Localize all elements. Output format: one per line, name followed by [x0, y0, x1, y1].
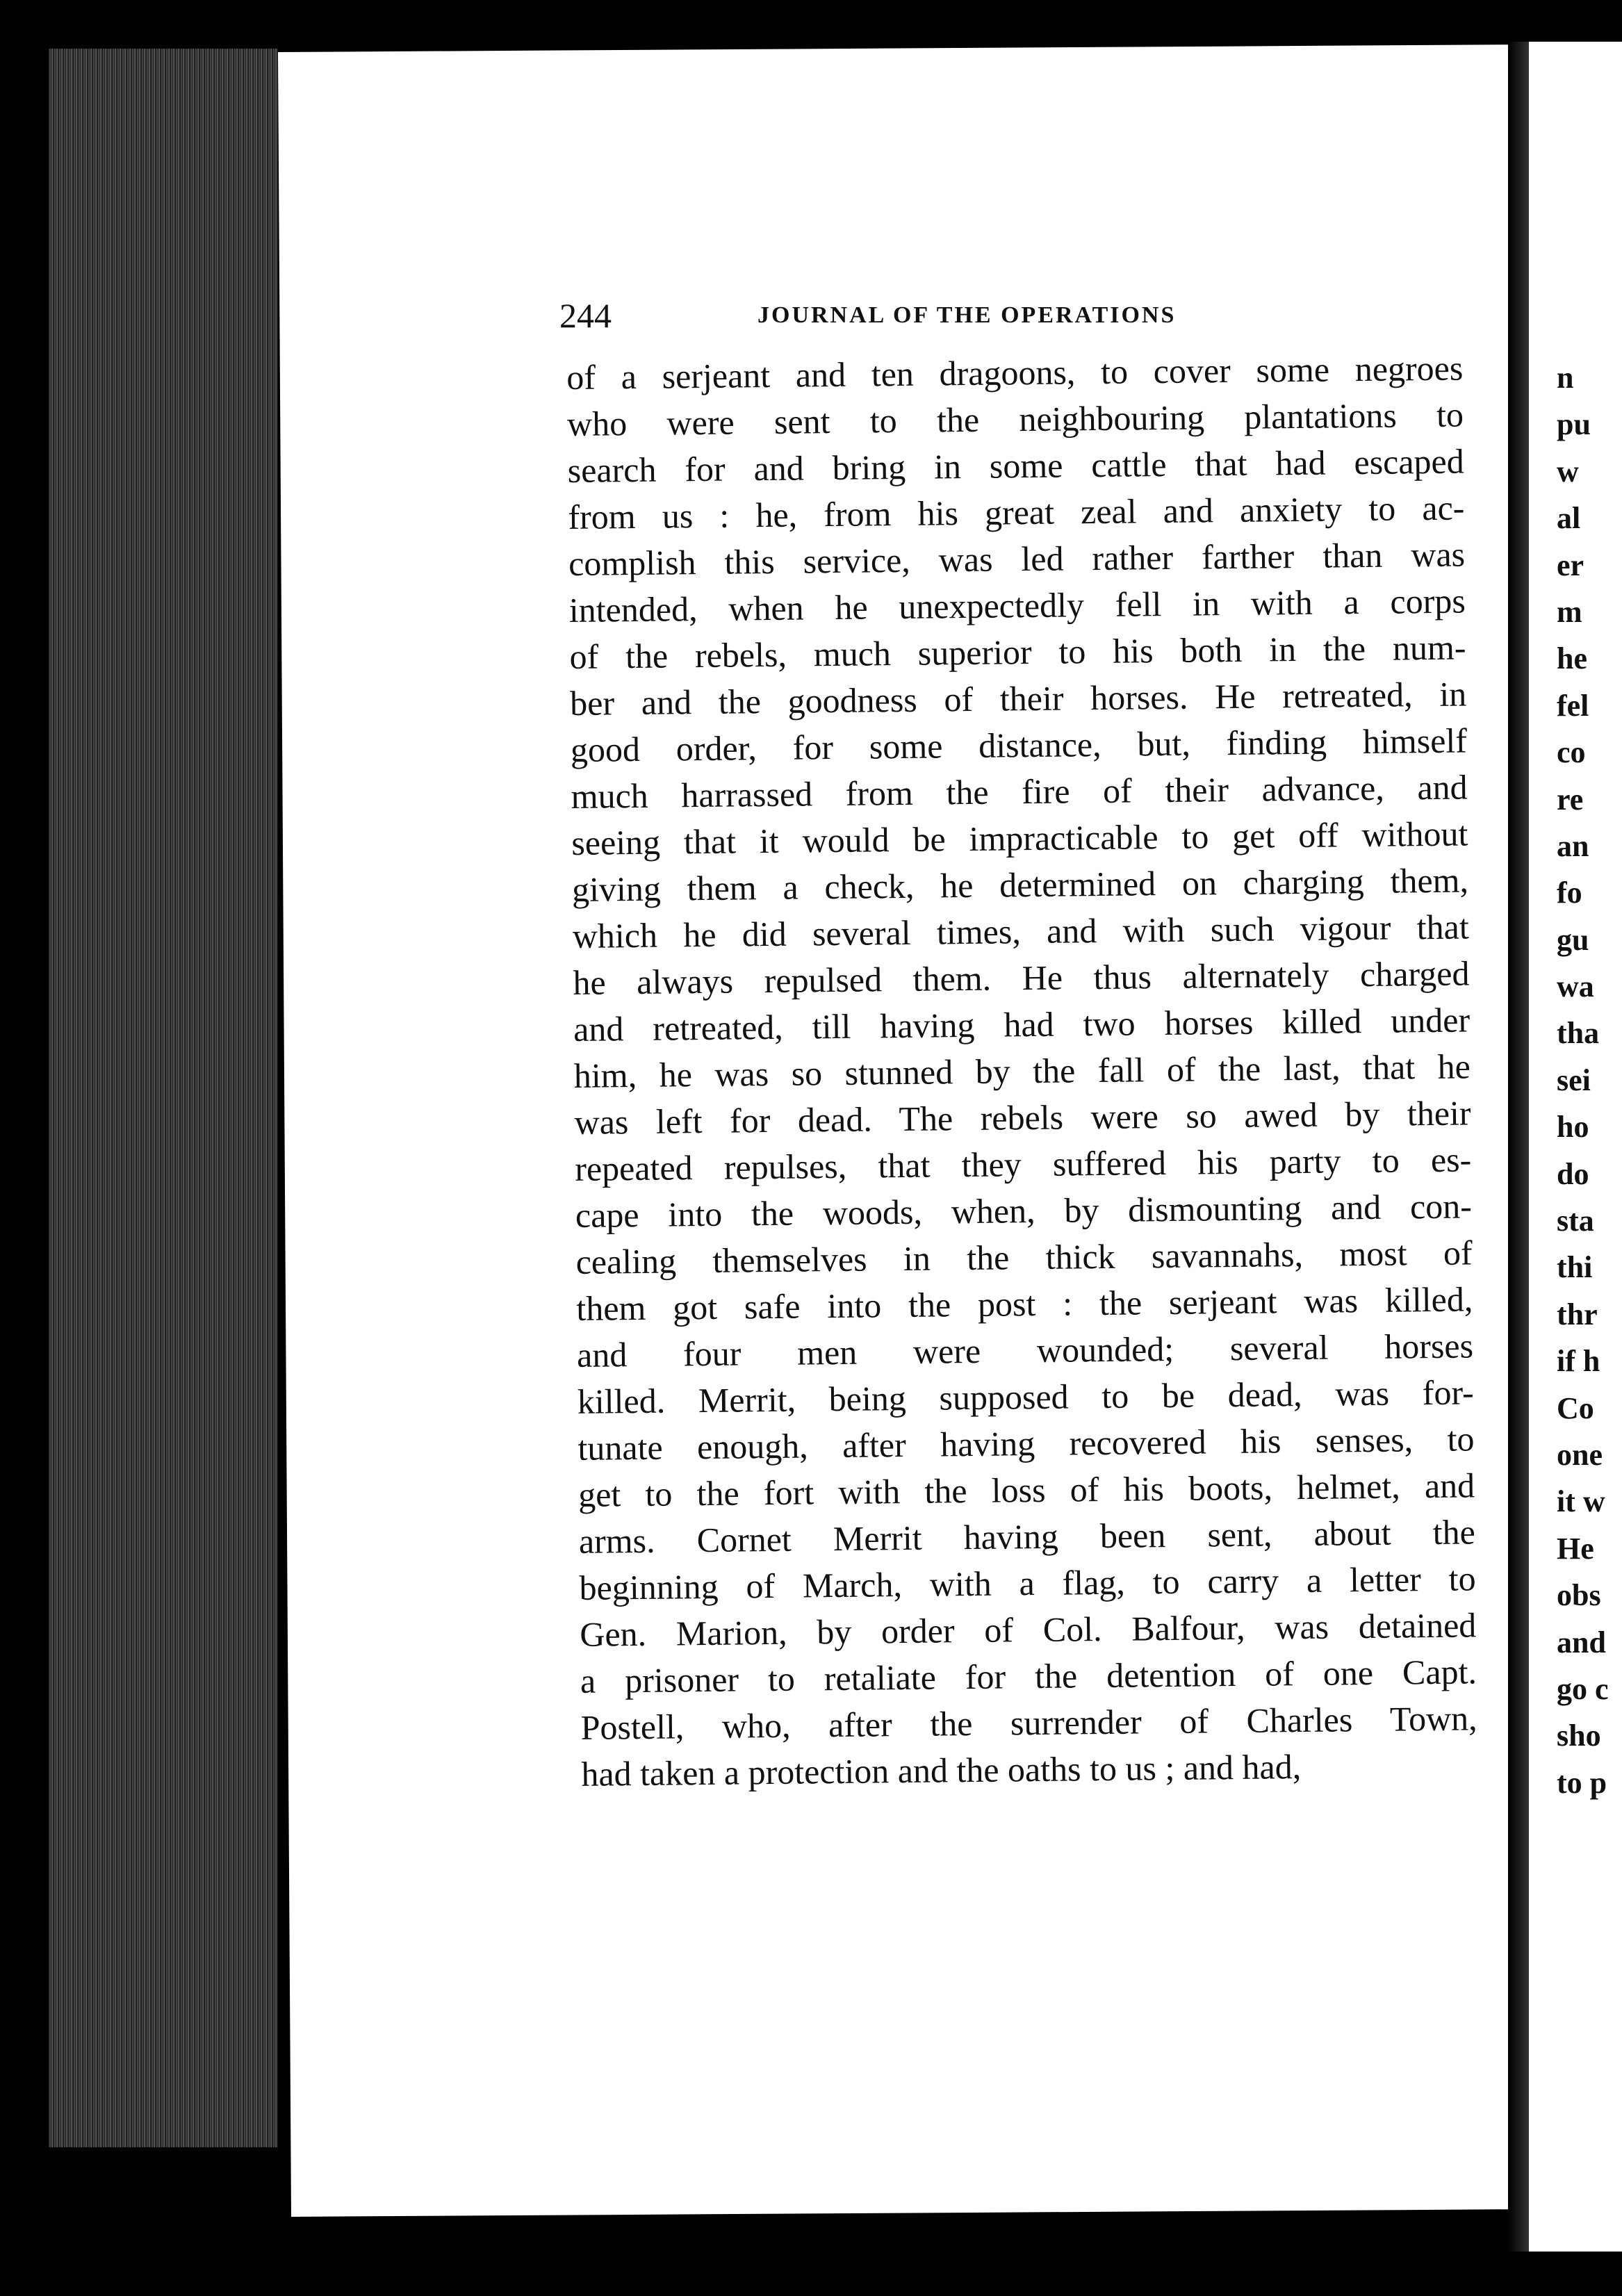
facing-page-fragment: go c [1557, 1671, 1609, 1706]
text-line: Gen. Marion, by order of Col. Balfour, was detained [579, 1605, 1477, 1654]
text-line: was left for dead. The rebels were so awed by their [574, 1093, 1471, 1142]
text-line: cape into the woods, when, by dismounting and con- [575, 1186, 1473, 1235]
facing-page-fragment: an [1557, 828, 1589, 863]
facing-page-fragment: do [1557, 1156, 1589, 1191]
facing-page-fragment: ho [1557, 1110, 1589, 1145]
text-line: which he did several times, and with such vigour that [572, 907, 1469, 956]
text-line: had taken a protection and the oaths to us ; and had, [581, 1747, 1302, 1794]
facing-page-fragment: sta [1557, 1204, 1594, 1238]
facing-page-fragment: if h [1557, 1344, 1600, 1379]
text-line: complish this service, was led rather farther than was [568, 534, 1466, 583]
text-line: of a serjeant and ten dragoons, to cover some negroes [566, 348, 1464, 397]
text-line: seeing that it would be impracticable to get off without [571, 814, 1468, 862]
page-number: 244 [559, 296, 612, 335]
facing-page-fragment: gu [1557, 922, 1589, 957]
text-line: beginning of March, with a flag, to carry a letter to [579, 1559, 1476, 1607]
running-head-title: JOURNAL OF THE OPERATIONS [757, 302, 1177, 328]
book-page-edges [49, 49, 278, 2147]
text-line: from us : he, from his great zeal and anxiety to ac- [568, 488, 1465, 536]
facing-page-fragment: fo [1557, 876, 1582, 910]
text-line: arms. Cornet Merrit having been sent, about the [578, 1512, 1476, 1561]
facing-page-fragment: it w [1557, 1484, 1605, 1519]
text-line: and retreated, till having had two horses killed under [573, 1000, 1471, 1049]
facing-page-fragment: to p [1557, 1765, 1607, 1800]
text-line: of the rebels, much superior to his both in the num- [569, 628, 1466, 676]
text-line: good order, for some distance, but, finding himself [570, 721, 1468, 769]
text-line: them got safe into the post : the serjeant was killed, [576, 1279, 1473, 1328]
text-line: killed. Merrit, being supposed to be dead, was for- [577, 1372, 1475, 1421]
facing-page-fragment: al [1557, 501, 1581, 536]
facing-page-fragment: re [1557, 782, 1584, 817]
text-line: intended, when he unexpectedly fell in with a corps [568, 581, 1466, 630]
facing-page-fragment: Co [1557, 1391, 1594, 1425]
facing-page-fragment: sho [1557, 1719, 1601, 1753]
running-head [559, 295, 1254, 344]
facing-page-fragment: w [1557, 454, 1579, 489]
facing-page-fragment: one [1557, 1437, 1603, 1472]
facing-page-fragment: thr [1557, 1297, 1598, 1331]
text-line: tunate enough, after having recovered his senses, to [577, 1419, 1475, 1468]
facing-page-fragment: co [1557, 735, 1586, 770]
text-line: ber and the goodness of their horses. He retreated, in [569, 674, 1467, 723]
facing-page-fragment: thi [1557, 1250, 1593, 1285]
facing-page-fragment: he [1557, 641, 1587, 676]
facing-page-fragment: wa [1557, 969, 1594, 1004]
facing-page-fragment: obs [1557, 1578, 1601, 1613]
facing-page-fragment: m [1557, 594, 1582, 629]
text-line: repeated repulses, that they suffered his party to es- [574, 1140, 1472, 1188]
text-line: Postell, who, after the surrender of Charles Town, [580, 1698, 1477, 1747]
text-line: much harrassed from the fire of their advance, and [571, 767, 1468, 816]
facing-page-text [1557, 354, 1622, 1806]
text-line: giving them a check, he determined on charging them, [571, 860, 1469, 909]
facing-page-fragment: and [1557, 1625, 1606, 1659]
facing-page-fragment: er [1557, 548, 1584, 582]
facing-page-fragment: n [1557, 361, 1574, 395]
text-line: and four men were wounded; several horses [576, 1326, 1474, 1375]
facing-page-fragment: fel [1557, 688, 1589, 723]
body-text [566, 345, 1478, 1797]
text-line: search for and bring in some cattle that had escaped [567, 441, 1464, 490]
text-line: cealing themselves in the thick savannahs, most of [575, 1233, 1473, 1281]
text-line: a prisoner to retaliate for the detention of one Capt. [580, 1652, 1477, 1700]
text-line: who were sent to the neighbouring plantations to [566, 395, 1464, 443]
facing-page-fragment: pu [1557, 407, 1591, 442]
text-line: him, he was so stunned by the fall of the last, that he [573, 1047, 1471, 1095]
text-line: he always repulsed them. He thus alternately charged [573, 953, 1470, 1002]
facing-page-fragment: tha [1557, 1016, 1600, 1051]
facing-page-fragment: He [1557, 1531, 1594, 1566]
facing-page-fragment: sei [1557, 1063, 1591, 1097]
text-line: get to the fort with the loss of his boots, helmet, and [577, 1466, 1475, 1514]
